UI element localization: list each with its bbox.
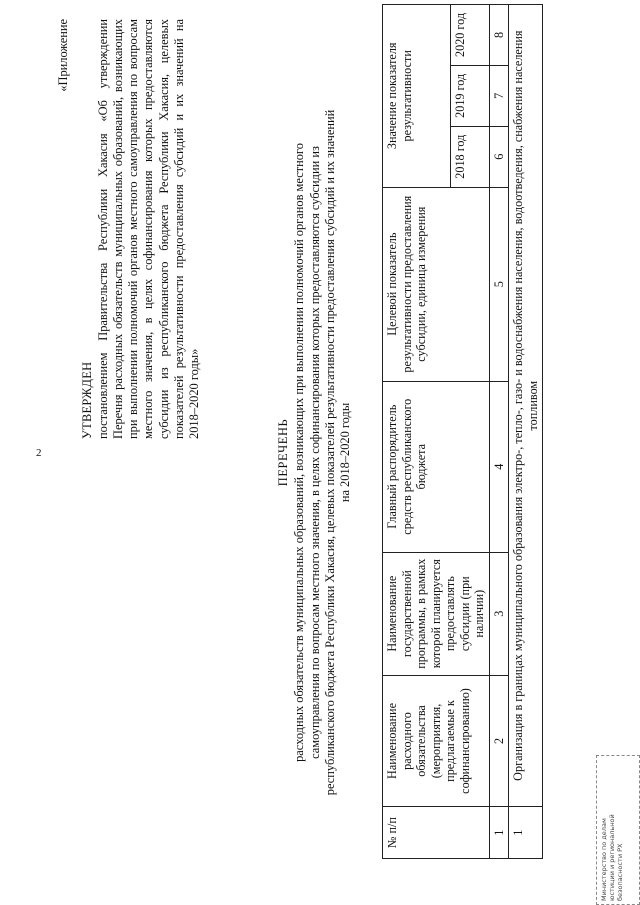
approval-block	[56, 19, 203, 439]
document-title	[276, 10, 353, 895]
title-heading: ПЕРЕЧЕНЬ	[276, 418, 290, 487]
title-line: на 2018–2020 годы	[338, 402, 353, 503]
header-obligation: Наименование расходного обязательства (мероприятия, предлагаемые к софинансированию)	[383, 675, 490, 807]
row-number: 1	[509, 807, 543, 859]
header-2018: 2018 год	[450, 126, 489, 187]
approval-heading: УТВЕРЖДЕН	[80, 361, 95, 439]
column-number: 5	[489, 187, 509, 381]
header-2020: 2020 год	[450, 5, 489, 66]
section-title: Организация в границах муниципального образования электро-, тепло-, газо- и водоснабжения населения, водоотведения, снабжения населения топливом	[509, 5, 543, 807]
column-number: 7	[489, 65, 509, 126]
column-number: 1	[489, 807, 509, 859]
registration-stamp	[596, 755, 640, 905]
column-number-row	[489, 5, 509, 859]
appendix-label: «Приложение	[56, 19, 70, 92]
column-number: 3	[489, 552, 509, 675]
stamp-line: юстиции и региональной	[608, 814, 616, 901]
title-line: самоуправления по вопросам местного значения, в целях софинансирования которых предоставляются субсидии из	[307, 146, 322, 759]
column-number: 4	[489, 381, 509, 552]
table-row	[509, 5, 543, 859]
stamp-line: безопасности РХ	[616, 843, 624, 901]
header-indicator: Целевой показатель результативности предоставления субсидии, единица измерения	[383, 187, 490, 381]
column-number: 2	[489, 675, 509, 807]
page-number: 2	[36, 447, 42, 459]
stamp-line: Министерство по делам	[600, 818, 608, 901]
header-2019: 2019 год	[450, 65, 489, 126]
header-num: № п/п	[383, 807, 490, 859]
header-manager: Главный распорядитель средств республиканского бюджета	[383, 381, 490, 552]
column-number: 6	[489, 126, 509, 187]
header-program: Наименование государственной программы, в рамках которой планируется предоставлять субсидии (при наличии)	[383, 552, 490, 675]
title-line: республиканского бюджета Республики Хакасия, целевых показателей результативности предоставления субсидий и их значений	[322, 109, 337, 796]
approval-text: постановлением Правительства Республики Хакасия «Об утверждении Перечня расходных обязательств муниципальных образований, возникающих при выполнении полномочий органов местного самоуправления по вопросам местного значения, в целях софинансирования которых предоставляются субсидии из республиканского бюджета Республики Хакасия, целевых показателей результативности предоставления субсидий и их значений на 2018–2020 годы»	[95, 19, 202, 439]
table-header-row	[383, 5, 451, 859]
column-number: 8	[489, 5, 509, 66]
header-value-group: Значение показателя результативности	[383, 5, 451, 188]
title-line: расходных обязательств муниципальных образований, возникающих при выполнении полномочий органов местного	[292, 143, 307, 762]
obligations-table	[382, 4, 543, 859]
